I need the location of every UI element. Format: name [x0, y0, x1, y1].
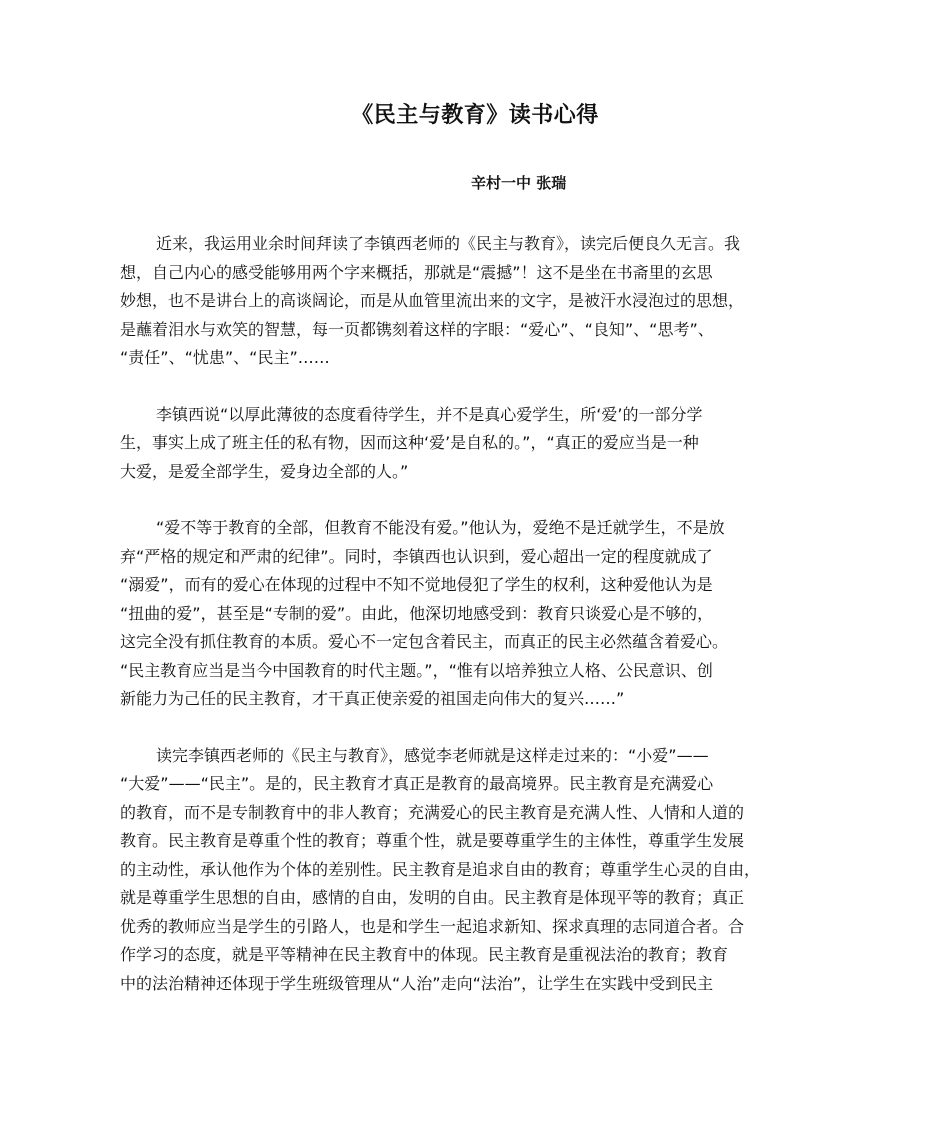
text-line: “责任”、“忧患”、“民主”……: [120, 348, 330, 367]
paragraph: [120, 514, 838, 714]
author-line: 辛村一中 张瑞: [471, 174, 567, 192]
text-line: 新能力为己任的民主教育，才干真正使亲爱的祖国走向伟大的复兴……”: [120, 689, 625, 708]
paragraph: [120, 230, 838, 373]
text-line: 生，事实上成了班主任的私有物，因而这种‘爱’是自私的。”，“真正的爱应当是一种: [120, 433, 699, 452]
text-line: 想，自己内心的感受能够用两个字来概括，那就是“震撼”！这不是坐在书斋里的玄思: [120, 262, 713, 282]
text-line: “爱不等于教育的全部，但教育不能没有爱。”他认为，爱绝不是迁就学生，不是放: [156, 518, 725, 537]
text-line: 优秀的教师应当是学生的引路人，也是和学生一起追求新知、探求真理的志同道合者。合: [120, 916, 745, 936]
text-line: 李镇西说“以厚此薄彼的态度看待学生，并不是真心爱学生，所‘爱’的一部分学: [156, 404, 703, 424]
text-line: “扭曲的爱”，甚至是“专制的爱”。由此，他深切地感受到：教育只谈爱心是不够的，: [120, 603, 714, 623]
text-line: 近来，我运用业余时间拜读了李镇西老师的《民主与教育》，读完后便良久无言。我: [156, 234, 741, 253]
paragraph: [120, 401, 838, 487]
text-line: 大爱，是爱全部学生，爱身边全部的人。”: [120, 461, 409, 481]
text-line: 读完李镇西老师的《民主与教育》，感觉李老师就是这样走过来的：“小爱”——: [156, 745, 709, 765]
text-line: “大爱”——“民主”。是的，民主教育才真正是教育的最高境界。民主教育是充满爱心: [120, 774, 714, 793]
document-title: 《民主与教育》读书心得: [351, 103, 599, 128]
text-line: 中的法治精神还体现于学生班级管理从“人治”走向“法治”，让学生在实践中受到民主: [120, 973, 714, 993]
paragraph: [120, 742, 838, 999]
text-line: “民主教育应当是当今中国教育的时代主题。”，“惟有以培养独立人格、公民意识、创: [120, 660, 713, 680]
text-line: 是蘸着泪水与欢笑的智慧，每一页都镌刻着这样的字眼：“爱心”、“良知”、“思考”、: [120, 319, 714, 339]
text-line: 的教育，而不是专制教育中的非人教育；充满爱心的民主教育是充满人性、人情和人道的: [120, 802, 745, 822]
text-line: 就是尊重学生思想的自由，感情的自由，发明的自由。民主教育是体现平等的教育；真正: [120, 888, 745, 907]
text-line: 的主动性，承认他作为个体的差别性。民主教育是追求自由的教育；尊重学生心灵的自由，: [120, 859, 761, 879]
text-line: “溺爱”，而有的爱心在体现的过程中不知不觉地侵犯了学生的权利，这种爱他认为是: [120, 575, 713, 594]
text-line: 教育。民主教育是尊重个性的教育；尊重个性，就是要尊重学生的主体性，尊重学生发展: [120, 831, 745, 850]
text-line: 弃“严格的规定和严肃的纪律”。同时，李镇西也认识到，爱心超出一定的程度就成了: [120, 546, 713, 566]
text-line: 妙想，也不是讲台上的高谈阔论，而是从血管里流出来的文字，是被汗水浸泡过的思想，: [120, 291, 745, 310]
document-body: [120, 230, 838, 1026]
text-line: 作学习的态度，就是平等精神在民主教育中的体现。民主教育是重视法治的教育；教育: [120, 945, 729, 964]
text-line: 这完全没有抓住教育的本质。爱心不一定包含着民主，而真正的民主必然蕴含着爱心。: [120, 632, 729, 651]
